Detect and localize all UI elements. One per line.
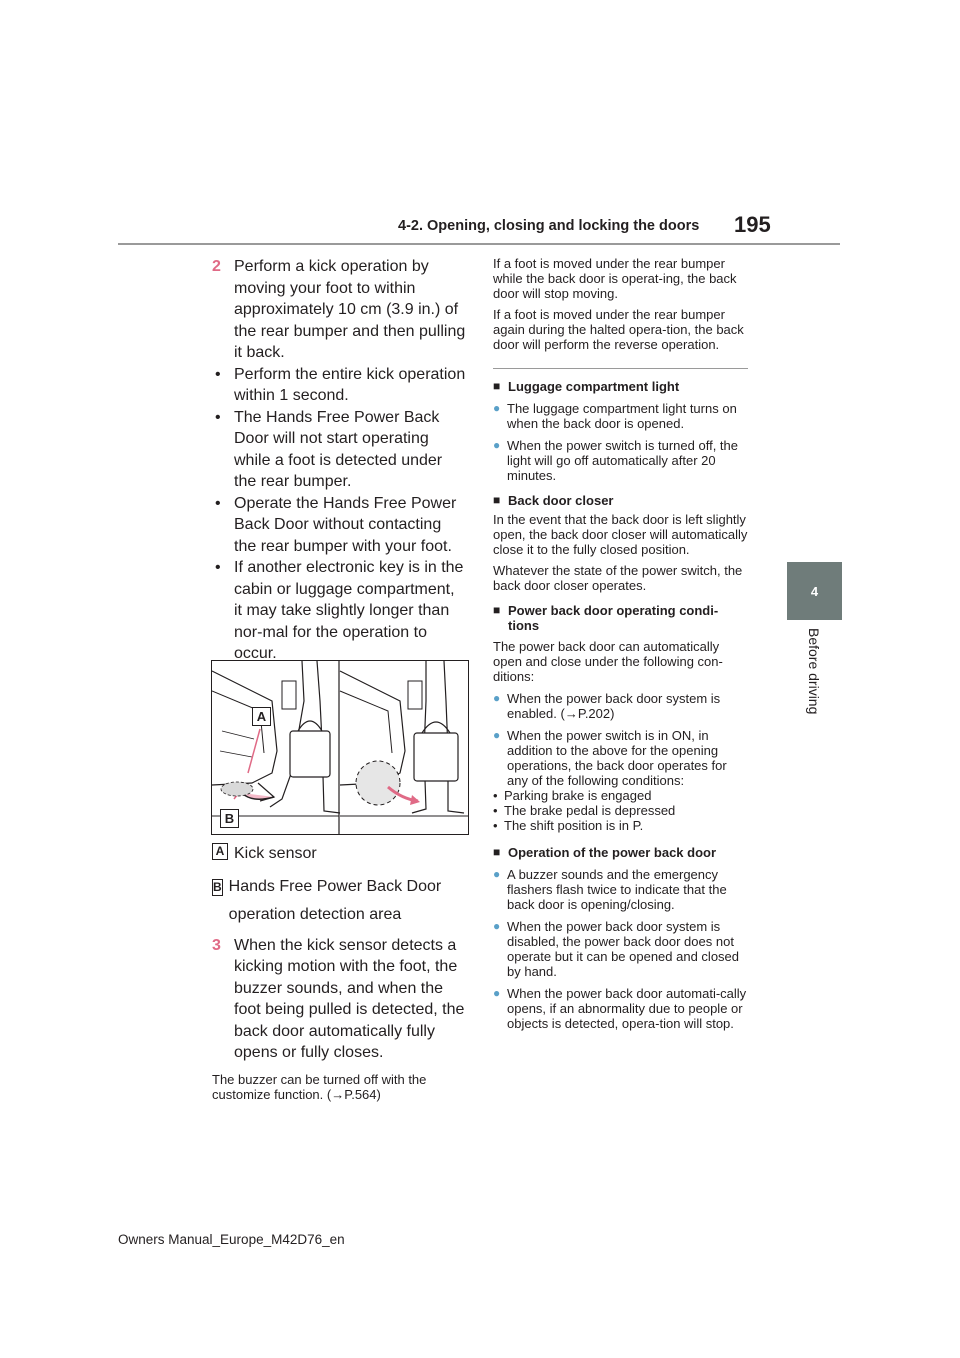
step-number: 3 [212,936,221,954]
label-b-text: Hands Free Power Back Door operation detection area [228,877,442,923]
list-item: ● When the power back door automati-cally opens, if an abnormality due to people or objects is detected, opera-tion will stop. [493,986,747,1031]
list-item: • The Hands Free Power Back Door will not start operating while a foot is detected under the rear bumper. [215,408,443,490]
list-item: ● When the power switch is in ON, in addition to the above for the opening operations, the back door operates for any of the following conditions: [493,728,727,788]
label-a-text: Kick sensor [234,845,317,862]
list-item: • If another electronic key is in the cabin or luggage compartment, it may take slightly longer than nor-mal for the operation to occur. [215,559,464,662]
step-text: Perform a kick operation by moving your foot to within approximately 10 cm (3.9 in.) of the rear bumper and then pulling it back. [234,258,466,361]
closer-para: In the event that the back door is left slightly open, the back door closer will automatically close it to the fully closed position. [493,512,748,557]
list-item: • Operate the Hands Free Power Back Door without contacting the rear bumper with your foot. [215,494,457,555]
right-column [493,256,748,1031]
callout-a: A [252,707,271,726]
list-item: ● When the power back door system is enabled. (→P.202) [493,691,721,721]
list-item: ● A buzzer sounds and the emergency flashers flash twice to indicate that the back door is opening/closing. [493,867,727,912]
operation-heading: ■ Operation of the power back door [493,845,717,860]
label-b-row [212,873,468,929]
list-item: ● The luggage compartment light turns on when the back door is opened. [493,401,737,431]
label-b-box: B [213,879,222,894]
closer-para: Whatever the state of the power switch, the back door closer operates. [493,563,743,593]
intro-para: If a foot is moved under the rear bumper while the back door is operat-ing, the back door will stop moving. [493,256,737,301]
step-2 [212,256,466,364]
chapter-tab [787,562,842,620]
section-title: 4-2. Opening, closing and locking the doors [398,218,700,234]
illustration-svg [212,661,468,834]
sub-item: • Parking brake is engaged [493,788,652,803]
step-number: 2 [212,258,221,275]
step-3 [212,935,468,1064]
label-a-row [212,843,468,865]
conditions-intro: The power back door can automatically open and close under the following con-ditions: [493,639,723,684]
chapter-number: 4 [810,583,819,599]
section-divider [493,368,748,369]
step-text: When the kick sensor detects a kicking motion with the foot, the buzzer sounds, and when the foot being pulled is detected, the back door automatically fully opens or fully closes. [234,936,465,1061]
sub-item: • The shift position is in P. [493,818,644,833]
conditions-heading: ■ Power back door operating condi-tions [493,603,719,633]
list-item: ● When the power back door system is disabled, the power back door does not operate but it can be opened and closed by hand. [493,919,740,979]
customize-note: The buzzer can be turned off with the customize function. (→P.564) [212,1071,427,1102]
intro-para: If a foot is moved under the rear bumper again during the halted opera-tion, the back door will perform the reverse operation. [493,307,744,352]
list-item: ● When the power switch is turned off, the light will go off automatically after 20 minutes. [493,438,738,483]
closer-heading: ■ Back door closer [493,493,614,508]
callout-b: B [220,809,239,828]
kick-operation-illustration [211,660,469,835]
left-column-lower [212,843,468,1102]
sub-item: • The brake pedal is depressed [493,803,676,818]
header-rule [118,243,840,245]
footer-text: Owners Manual_Europe_M42D76_en [118,1232,345,1247]
chapter-title: Before driving [806,628,822,715]
left-column [212,256,466,665]
luggage-heading: ■ Luggage compartment light [493,379,680,394]
label-a-box: A [212,843,228,860]
list-item: • Perform the entire kick operation within 1 second. [215,365,466,404]
page-number: 195 [734,212,771,237]
